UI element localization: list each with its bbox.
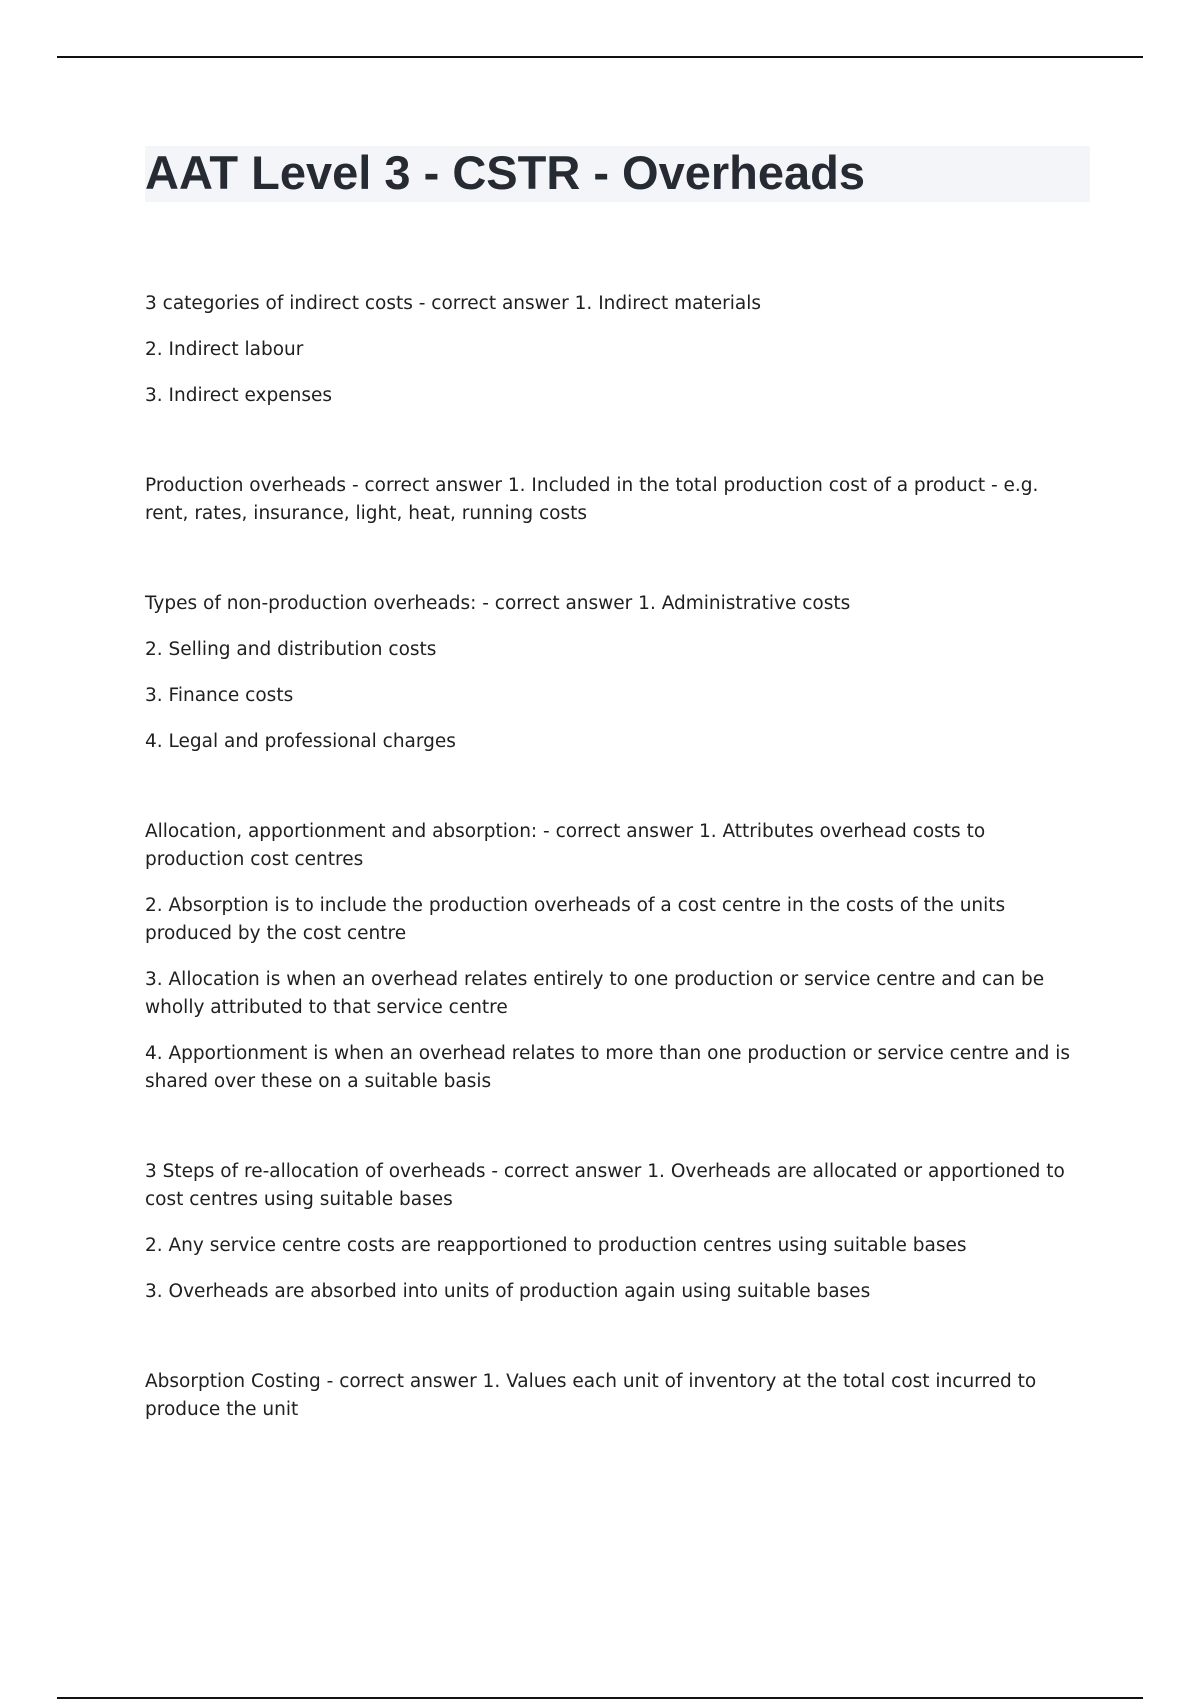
card-line: 3. Allocation is when an overhead relates entirely to one production or service centre and can be wholly attributed to that service centre xyxy=(145,969,1045,1018)
card-line: 3 categories of indirect costs - correct answer 1. Indirect materials xyxy=(145,293,762,314)
flashcard-list xyxy=(145,290,1085,1486)
card-line: 3. Indirect expenses xyxy=(145,385,332,406)
top-rule xyxy=(57,56,1143,58)
flashcard-absorption-costing xyxy=(145,1368,1085,1424)
card-line: 4. Apportionment is when an overhead relates to more than one production or service centre and is shared over these on a suitable basis xyxy=(145,1043,1071,1092)
card-line: 2. Absorption is to include the production overheads of a cost centre in the costs of the units produced by the cost centre xyxy=(145,895,1006,944)
card-line: 2. Selling and distribution costs xyxy=(145,639,437,660)
bottom-rule xyxy=(57,1697,1143,1699)
document-title: AAT Level 3 - CSTR - Overheads xyxy=(145,146,865,199)
card-line: Types of non-production overheads: - correct answer 1. Administrative costs xyxy=(145,593,851,614)
flashcard-allocation-apportionment-absorption xyxy=(145,818,1085,1096)
card-line: 2. Indirect labour xyxy=(145,339,304,360)
card-line: 3 Steps of re-allocation of overheads - correct answer 1. Overheads are allocated or apportioned to cost centres using suitable bases xyxy=(145,1161,1065,1210)
flashcard-reallocation-steps xyxy=(145,1158,1085,1306)
card-line: 3. Overheads are absorbed into units of production again using suitable bases xyxy=(145,1281,871,1302)
card-line: 2. Any service centre costs are reapportioned to production centres using suitable bases xyxy=(145,1235,967,1256)
flashcard-non-production-overheads xyxy=(145,590,1085,756)
card-line: Production overheads - correct answer 1. Included in the total production cost of a product - e.g. rent, rates, insurance, light, heat, running costs xyxy=(145,475,1039,524)
card-line: Absorption Costing - correct answer 1. Values each unit of inventory at the total cost incurred to produce the unit xyxy=(145,1371,1037,1420)
card-line: 4. Legal and professional charges xyxy=(145,731,456,752)
flashcard-production-overheads xyxy=(145,472,1085,528)
card-line: 3. Finance costs xyxy=(145,685,294,706)
card-line: Allocation, apportionment and absorption: - correct answer 1. Attributes overhead costs to production cost centres xyxy=(145,821,986,870)
flashcard-indirect-cost-categories xyxy=(145,290,1085,410)
